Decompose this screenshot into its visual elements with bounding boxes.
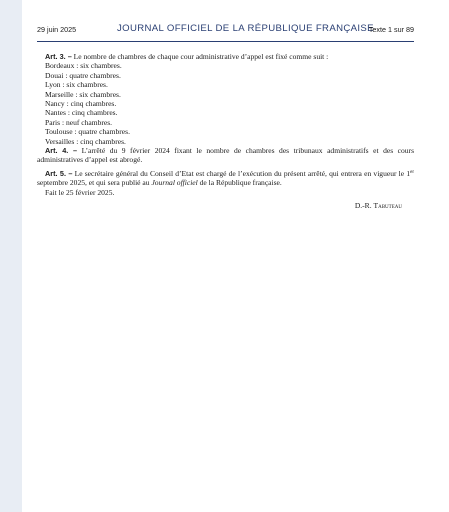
signature-initials: D.-R. (354, 201, 374, 211)
list-item: Versailles : cinq chambres. (45, 136, 126, 146)
list-item: Bordeaux : six chambres. (45, 61, 122, 71)
list-item: Nancy : cinq chambres. (45, 99, 117, 109)
left-margin-strip (0, 0, 22, 512)
header-rule (37, 41, 414, 42)
article-5 (37, 168, 414, 188)
list-item: Toulouse : quatre chambres. (45, 127, 130, 137)
article-5-text-middle: septembre 2025, et qui sera publié au (37, 178, 152, 188)
list-item: Lyon : six chambres. (45, 80, 108, 90)
page-header (37, 23, 414, 37)
article-3-label: Art. 3. – (45, 52, 72, 61)
document-body (37, 52, 414, 211)
list-item: Marseille : six chambres. (45, 89, 121, 99)
article-5-text-before: Le secrétaire général du Conseil d’Etat est chargé de l’exécution du présent arrêté, qui entrera en vigueur le 1 (72, 168, 411, 178)
article-5-text-after: de la République française. (197, 178, 282, 188)
list-item: Douai : quatre chambres. (45, 70, 121, 80)
article-3-text: Le nombre de chambres de chaque cour administrative d’appel est fixé comme suit : (71, 52, 329, 61)
article-4-label: Art. 4. – (45, 146, 78, 156)
header-date: 29 juin 2025 (37, 25, 77, 34)
article-5-label: Art. 5. – (45, 168, 73, 178)
journal-title: JOURNAL OFFICIEL DE LA RÉPUBLIQUE FRANÇAISE (117, 23, 374, 34)
signature (37, 201, 414, 210)
list-item: Nantes : cinq chambres. (45, 108, 118, 118)
signature-name: Tabuteau (373, 201, 402, 211)
journal-officiel-italic: Journal officiel (151, 178, 198, 188)
superscript-er: er (410, 169, 414, 175)
page-indicator: Texte 1 sur 89 (368, 25, 414, 34)
list-item: Paris : neuf chambres. (45, 117, 113, 127)
article-3 (37, 52, 414, 61)
article-4-text: L’arrêté du 9 février 2024 fixant le nombre de chambres des tribunaux administratifs et des cours administratives d’appel est abrogé. (37, 146, 415, 165)
article-4 (37, 146, 414, 165)
closing-date: Fait le 25 février 2025. (45, 187, 115, 197)
